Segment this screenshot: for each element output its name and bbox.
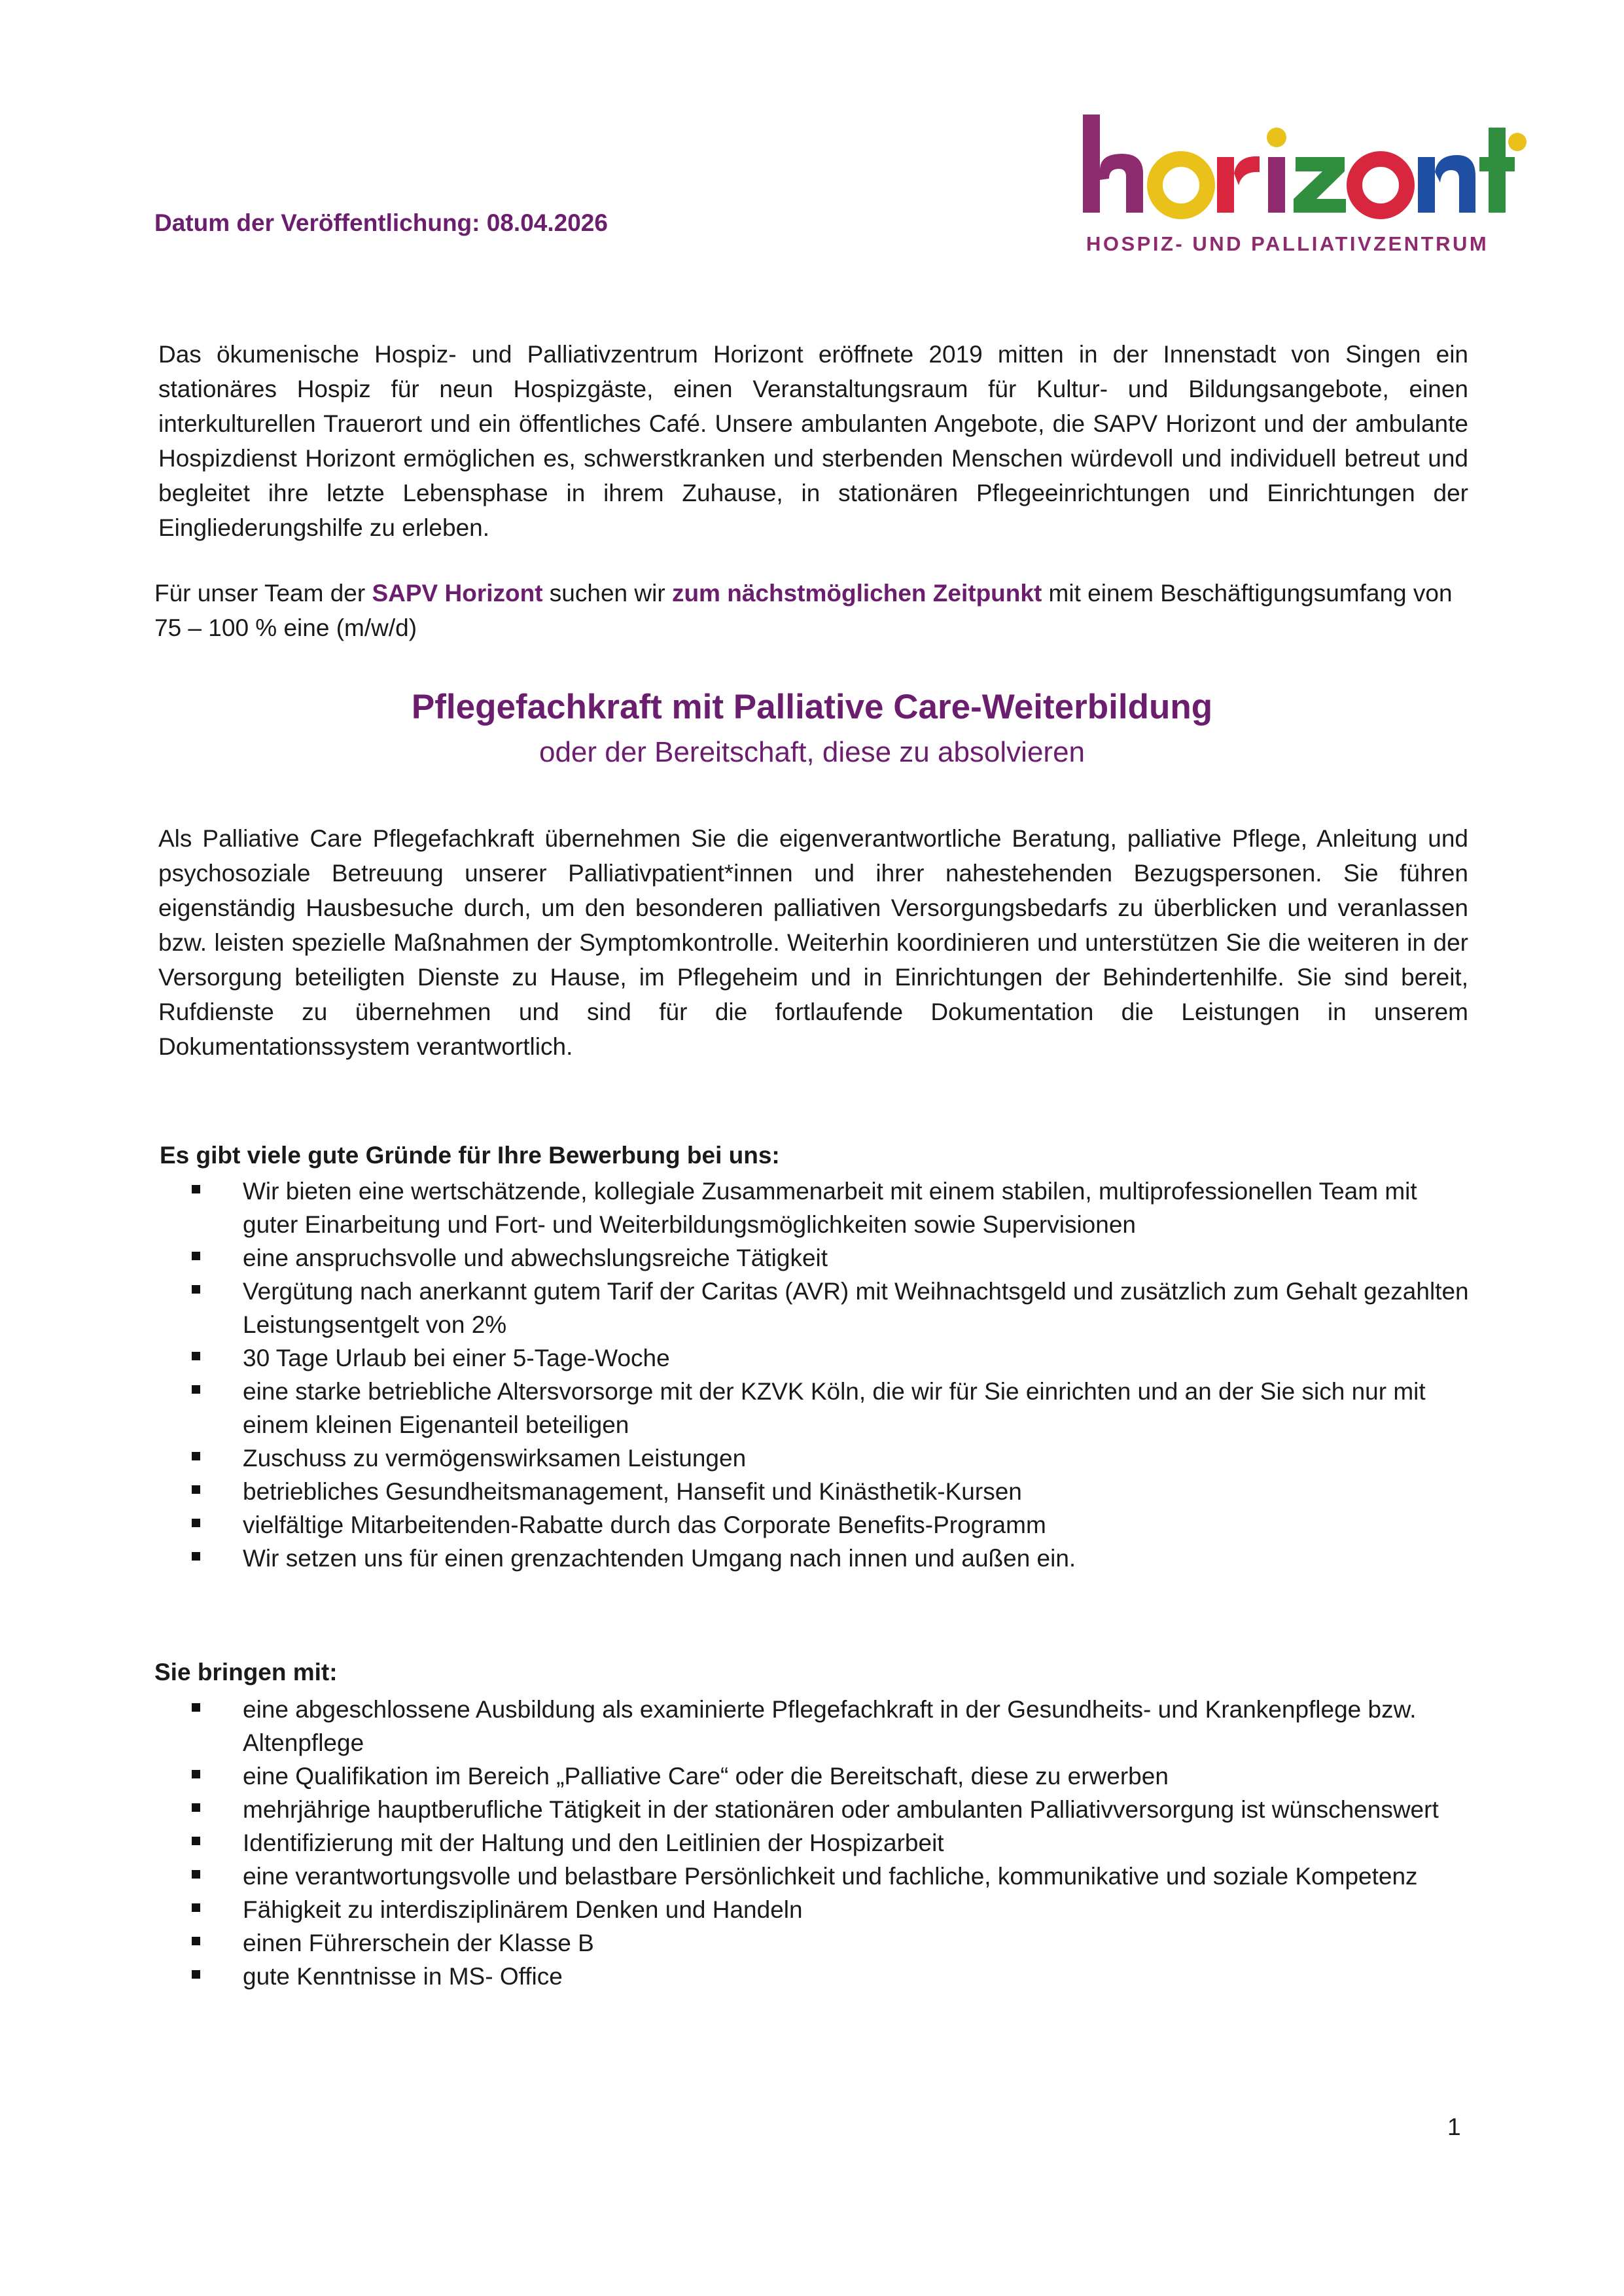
reasons-list (186, 1174, 1469, 1575)
bullet-icon (192, 1185, 200, 1193)
list-item (186, 1693, 1469, 1759)
bullet-icon (192, 1937, 200, 1945)
list-item (186, 1275, 1469, 1341)
bullet-icon (192, 1903, 200, 1912)
list-item-text: 30 Tage Urlaub bei einer 5-Tage-Woche (243, 1345, 670, 1371)
bullet-icon (192, 1552, 200, 1561)
list-item-text: gute Kenntnisse in MS- Office (243, 1963, 563, 1990)
list-item-text: Zuschuss zu vermögenswirksamen Leistungen (243, 1445, 747, 1472)
bullet-icon (192, 1519, 200, 1527)
search-text-3: mit einem Beschäftigungsumfang von 75 – 100 % eine (m/w/d) (154, 580, 1453, 641)
list-item-text: eine abgeschlossene Ausbildung als examinierte Pflegefachkraft in der Gesundheits- und Krankenpflege bzw. Altenpflege (243, 1696, 1417, 1756)
list-item (186, 1960, 1469, 1993)
list-item (186, 1826, 1469, 1860)
list-item-text: eine Qualifikation im Bereich „Palliative Care“ oder die Bereitschaft, diese zu erwerben (243, 1763, 1169, 1790)
search-paragraph (154, 576, 1464, 645)
page-number: 1 (1447, 2113, 1461, 2140)
job-subtitle: oder der Bereitschaft, diese zu absolvieren (538, 736, 1086, 768)
list-item (186, 1759, 1469, 1793)
list-item (186, 1542, 1469, 1575)
list-item (186, 1793, 1469, 1826)
list-item-text: Wir bieten eine wertschätzende, kollegiale Zusammenarbeit mit einem stabilen, multiprofessionellen Team mit guter Einarbeitung und Fort- und Weiterbildungsmöglichkeiten sowie Supervisionen (243, 1178, 1417, 1238)
list-item (186, 1241, 1469, 1275)
bullet-icon (192, 1870, 200, 1879)
list-item-text: eine verantwortungsvolle und belastbare Persönlichkeit und fachliche, kommunikative und soziale Kompetenz (243, 1863, 1418, 1890)
list-item (186, 1341, 1469, 1375)
list-item (186, 1893, 1469, 1926)
bullet-icon (192, 1352, 200, 1360)
bullet-icon (192, 1485, 200, 1494)
requirements-list (186, 1693, 1469, 1993)
bullet-icon (192, 1703, 200, 1712)
job-title: Pflegefachkraft mit Palliative Care-Weiterbildung (411, 688, 1213, 726)
search-text-2: suchen wir (542, 580, 672, 607)
list-item-text: Vergütung nach anerkannt gutem Tarif der Caritas (AVR) mit Weihnachtsgeld und zusätzlich zum Gehalt gezahlten Leistungsentgelt von 2% (243, 1278, 1469, 1338)
requirements-heading: Sie bringen mit: (154, 1659, 338, 1686)
bullet-icon (192, 1452, 200, 1460)
list-item (186, 1441, 1469, 1475)
list-item-text: mehrjährige hauptberufliche Tätigkeit in der stationären oder ambulanten Palliativversorgung ist wünschenswert (243, 1796, 1439, 1823)
list-item-text: eine anspruchsvolle und abwechslungsreiche Tätigkeit (243, 1245, 828, 1271)
list-item-text: Identifizierung mit der Haltung und den Leitlinien der Hospizarbeit (243, 1829, 944, 1856)
start-date: zum nächstmöglichen Zeitpunkt (671, 580, 1042, 607)
intro-paragraph: Das ökumenische Hospiz- und Palliativzentrum Horizont eröffnete 2019 mitten in der Innenstadt von Singen ein stationäres Hospiz für neun Hospizgäste, einen Veranstaltungsraum für Kultur- und Bildungsangebote, einen interkulturellen Trauerort und ein öffentliches Café. Unsere ambulanten Angebote, die SAPV Horizont und der ambulante Hospizdienst Horizont ermöglichen es, schwerstkranken und sterbenden Menschen würdevoll und individuell betreut und begleitet ihre letzte Lebensphase in ihrem Zuhause, in stationären Pflegeeinrichtungen und Einrichtungen der Eingliederungshilfe zu erleben. (158, 341, 1468, 541)
list-item (186, 1926, 1469, 1960)
list-item (186, 1508, 1469, 1542)
reasons-heading: Es gibt viele gute Gründe für Ihre Bewerbung bei uns: (160, 1142, 780, 1169)
list-item (186, 1174, 1469, 1241)
bullet-icon (192, 1803, 200, 1812)
bullet-icon (192, 1285, 200, 1294)
search-text-1: Für unser Team der (154, 580, 372, 607)
list-item-text: Wir setzen uns für einen grenzachtenden Umgang nach innen und außen ein. (243, 1545, 1076, 1572)
list-item (186, 1375, 1469, 1441)
list-item-text: einen Führerschein der Klasse B (243, 1930, 594, 1956)
bullet-icon (192, 1837, 200, 1845)
team-name: SAPV Horizont (372, 580, 543, 607)
bullet-icon (192, 1385, 200, 1394)
logo-subtitle: HOSPIZ- UND PALLIATIVZENTRUM (1086, 232, 1489, 255)
bullet-icon (192, 1770, 200, 1778)
publication-date: Datum der Veröffentlichung: 08.04.2026 (154, 209, 608, 236)
list-item (186, 1475, 1469, 1508)
list-item-text: vielfältige Mitarbeitenden-Rabatte durch das Corporate Benefits-Programm (243, 1511, 1046, 1538)
list-item-text: Fähigkeit zu interdisziplinärem Denken und Handeln (243, 1896, 803, 1923)
role-description: Als Palliative Care Pflegefachkraft übernehmen Sie die eigenverantwortliche Beratung, palliative Pflege, Anleitung und psychosoziale Betreuung unserer Palliativpatient*innen und ihrer nahestehenden Bezugspersonen. Sie führen eigenständig Hausbesuche durch, um den besonderen palliativen Versorgungsbedarfs zu überblicken und veranlassen bzw. leisten spezielle Maßnahmen der Symptomkontrolle. Weiterhin koordinieren und unterstützen Sie die weiteren in der Versorgung beteiligten Dienste zu Hause, im Pflegeheim und in Einrichtungen der Behindertenhilfe. Sie sind bereit, Rufdienste zu übernehmen und sind für die fortlaufende Dokumentation die Leistungen in unserem Dokumentationssystem verantwortlich. (158, 825, 1468, 1060)
list-item (186, 1860, 1469, 1893)
list-item-text: betriebliches Gesundheitsmanagement, Hansefit und Kinästhetik-Kursen (243, 1478, 1022, 1505)
bullet-icon (192, 1970, 200, 1979)
bullet-icon (192, 1252, 200, 1260)
list-item-text: eine starke betriebliche Altersvorsorge mit der KZVK Köln, die wir für Sie einrichten und an der Sie sich nur mit einem kleinen Eigenanteil beteiligen (243, 1378, 1426, 1438)
